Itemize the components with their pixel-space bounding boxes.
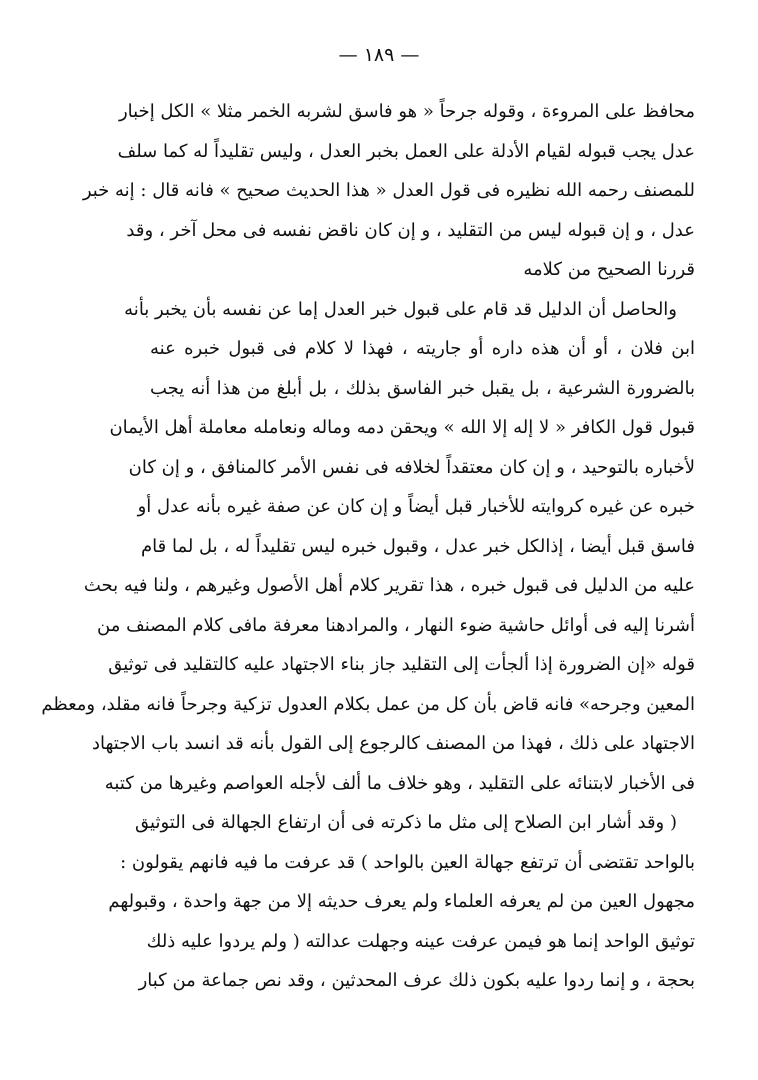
text-line: محافظ على المروءة ، وقوله جرحاً « هو فاسق لشربه الخمر مثلا » الكل إخبار [118, 101, 695, 122]
text-line: توثيق الواحد إنما هو فيمن عرفت عينه وجهلت عدالته ( ولم يردوا عليه ذلك [146, 930, 695, 952]
text-line: بالواحد تقتضى أن ترتفع جهالة العين بالواحد ) قد عرفت ما فيه فانهم يقولون : [120, 851, 695, 873]
text-line: عليه من الدليل فى قبول خبره ، هذا تقرير كلام أهل الأصول وغيرهم ، ولنا فيه بحث [83, 575, 695, 596]
text-line: الاجتهاد على ذلك ، فهذا من المصنف كالرجوع إلى القول بأنه قد انسد باب الاجتهاد [91, 733, 695, 754]
text-line: عدل يجب قبوله لقيام الأدلة على العمل بخبر العدل ، وليس تقليداً له كما سلف [117, 140, 695, 162]
text-line: فاسق قبل أيضا ، إذالكل خبر عدل ، وقبول خبره ليس تقليداً له ، بل لما قام [141, 535, 695, 557]
text-line: للمصنف رحمه الله نظيره فى قول العدل « هذا الحديث صحيح » فانه قال : إنه خبر [82, 180, 695, 201]
text-line: المعين وجرحه» فانه قاض بأن كل من عمل بكلام العدول تزكية وجرحاً فانه مقلد، ومعظم [41, 693, 695, 715]
text-line: قررنا الصحيح من كلامه [523, 259, 695, 280]
text-line: لأخباره بالتوحيد ، و إن كان معتقداً لخلافه فى نفس الأمر كالمنافق ، و إن كان [128, 456, 695, 478]
page-number: — ١٨٩ — [338, 44, 420, 66]
text-line: قوله «إن الضرورة إذا ألجأت إلى التقليد جاز بناء الاجتهاد عليه كالتقليد فى توثيق [108, 654, 695, 675]
text-line: ابن فلان ، أو أن هذه داره أو جاريته ، فهذا لا كلام فى قبول خبره عنه [150, 338, 695, 359]
body-text [41, 92, 695, 1001]
paragraph-start-line: والحاصل أن الدليل قد قام على قبول خبر العدل إما عن نفسه بأن يخبر بأنه [124, 298, 677, 320]
text-line: مجهول العين من لم يعرفه العلماء ولم يعرف حديثه إلا من جهة واحدة ، وقبولهم [108, 891, 695, 912]
text-line: بالضرورة الشرعية ، بل يقبل خبر الفاسق بذلك ، بل أبلغ من هذا أنه يجب [150, 377, 695, 399]
paragraph-start-line: ( وقد أشار ابن الصلاح إلى مثل ما ذكرته فى أن ارتفاع الجهالة فى التوثيق [135, 812, 677, 833]
text-line: فى الأخبار لابتنائه على التقليد ، وهو خلاف ما ألف لأجله العواصم وغيرها من كتبه [104, 772, 695, 794]
text-line: عدل ، و إن قبوله ليس من التقليد ، و إن كان ناقض نفسه فى محل آخر ، وقد [126, 219, 695, 241]
text-line: أشرنا إليه فى أوائل حاشية ضوء النهار ، والمرادهنا معرفة مافى كلام المصنف من [97, 614, 695, 636]
text-line: قبول قول الكافر « لا إله إلا الله » ويحقن دمه وماله ونعامله معاملة أهل الأيمان [109, 417, 695, 438]
text-line: بحجة ، و إنما ردوا عليه بكون ذلك عرف المحدثين ، وقد نص جماعة من كبار [138, 970, 695, 991]
text-line: خبره عن غيره كروايته للأخبار قبل أيضاً و إن كان عن صفة غيره بأنه عدل أو [137, 496, 695, 517]
